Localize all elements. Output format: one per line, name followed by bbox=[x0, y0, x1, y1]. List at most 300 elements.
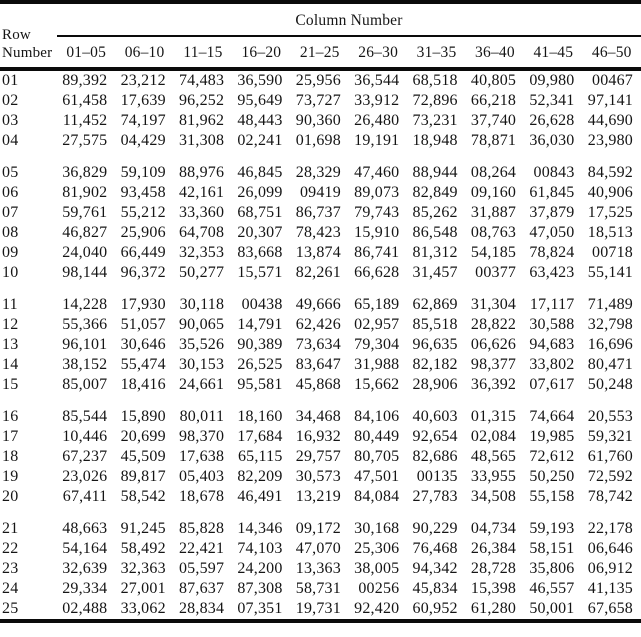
table-cell: 98,377 bbox=[470, 356, 517, 373]
table-cell: 73,727 bbox=[295, 92, 341, 109]
table-cell: 55,366 bbox=[62, 316, 108, 333]
table-cell: 94,342 bbox=[412, 560, 458, 577]
table-cell: 02,241 bbox=[237, 132, 283, 149]
table-cell: 96,372 bbox=[120, 264, 166, 281]
table-cell: 58,731 bbox=[295, 580, 341, 597]
row-number-cell: 21 bbox=[2, 520, 19, 537]
table-cell: 11,452 bbox=[62, 112, 108, 129]
column-range-row bbox=[0, 36, 641, 69]
table-cell: 85,518 bbox=[412, 316, 458, 333]
table-cell: 61,280 bbox=[470, 600, 517, 617]
table-cell: 46,845 bbox=[237, 164, 283, 181]
table-cell: 40,603 bbox=[412, 408, 458, 425]
table-cell: 05,597 bbox=[178, 560, 225, 577]
table-cell: 55,212 bbox=[120, 204, 166, 221]
table-cell: 14,346 bbox=[237, 520, 283, 537]
table-cell: 18,416 bbox=[120, 376, 166, 393]
table-cell: 83,647 bbox=[295, 356, 341, 373]
table-cell: 85,007 bbox=[62, 376, 108, 393]
table-cell: 02,488 bbox=[62, 600, 108, 617]
table-cell: 08,763 bbox=[470, 224, 517, 241]
table-cell: 94,683 bbox=[529, 336, 575, 353]
table-cell: 95,581 bbox=[237, 376, 283, 393]
table-cell: 30,153 bbox=[178, 356, 225, 373]
table-cell: 15,910 bbox=[354, 224, 400, 241]
table-cell: 33,955 bbox=[470, 468, 517, 485]
row-number-cell: 13 bbox=[2, 336, 19, 353]
row-header-line2: Number bbox=[2, 45, 53, 61]
table-cell: 30,168 bbox=[354, 520, 400, 537]
row-number-cell: 16 bbox=[2, 408, 19, 425]
table-cell: 30,588 bbox=[529, 316, 575, 333]
row-number-cell: 11 bbox=[2, 296, 18, 313]
table-cell: 92,654 bbox=[412, 428, 458, 445]
table-cell: 13,874 bbox=[295, 244, 341, 261]
row-number-cell: 08 bbox=[2, 224, 19, 241]
table-cell: 09,160 bbox=[470, 184, 517, 201]
table-cell: 80,011 bbox=[179, 408, 225, 425]
table-row bbox=[0, 355, 641, 375]
table-cell: 91,245 bbox=[120, 520, 166, 537]
table-cell: 41,135 bbox=[587, 580, 633, 597]
table-cell: 28,329 bbox=[295, 164, 341, 181]
row-number-cell: 04 bbox=[2, 132, 19, 149]
table-cell: 90,229 bbox=[412, 520, 458, 537]
column-range-header: 21–25 bbox=[291, 36, 349, 69]
table-cell: 28,728 bbox=[470, 560, 517, 577]
table-cell: 07,351 bbox=[237, 600, 283, 617]
title-row bbox=[0, 2, 641, 36]
table-cell: 61,458 bbox=[62, 92, 108, 109]
table-cell: 24,040 bbox=[62, 244, 108, 261]
table-cell: 38,005 bbox=[354, 560, 400, 577]
table-cell: 31,308 bbox=[178, 132, 225, 149]
table-cell: 96,252 bbox=[178, 92, 225, 109]
column-range-header: 46–50 bbox=[583, 36, 641, 69]
table-row bbox=[0, 519, 641, 539]
table-row bbox=[0, 91, 641, 111]
table-cell: 36,829 bbox=[62, 164, 108, 181]
table-cell: 35,806 bbox=[529, 560, 575, 577]
table-cell: 68,518 bbox=[412, 72, 458, 89]
table-cell: 45,834 bbox=[412, 580, 458, 597]
table-cell: 48,663 bbox=[62, 520, 108, 537]
table-cell: 13,219 bbox=[295, 488, 341, 505]
table-cell: 23,212 bbox=[120, 72, 166, 89]
table-cell: 81,902 bbox=[62, 184, 108, 201]
column-number-title: Column Number bbox=[57, 2, 641, 36]
table-row bbox=[0, 335, 641, 355]
row-number-cell: 20 bbox=[2, 488, 19, 505]
table-cell: 79,743 bbox=[354, 204, 400, 221]
table-cell: 47,460 bbox=[354, 164, 400, 181]
table-row bbox=[0, 295, 641, 315]
table-cell: 06,626 bbox=[470, 336, 517, 353]
table-cell: 22,421 bbox=[178, 540, 225, 557]
table-cell: 78,423 bbox=[295, 224, 341, 241]
column-range-header: 06–10 bbox=[115, 36, 173, 69]
row-number-cell: 23 bbox=[2, 560, 19, 577]
row-number-cell: 17 bbox=[2, 428, 19, 445]
table-cell: 52,341 bbox=[529, 92, 575, 109]
table-cell: 61,760 bbox=[587, 448, 633, 465]
table-cell: 95,649 bbox=[237, 92, 283, 109]
group-spacer-row bbox=[0, 395, 641, 407]
table-cell: 59,761 bbox=[62, 204, 108, 221]
table-cell: 36,544 bbox=[354, 72, 400, 89]
table-cell: 74,664 bbox=[529, 408, 575, 425]
table-cell: 74,483 bbox=[178, 72, 225, 89]
table-cell: 96,101 bbox=[62, 336, 108, 353]
table-cell: 89,817 bbox=[120, 468, 166, 485]
table-cell: 28,834 bbox=[178, 600, 225, 617]
group-spacer-cell bbox=[0, 507, 641, 519]
table-cell: 80,705 bbox=[354, 448, 400, 465]
table-cell: 34,468 bbox=[295, 408, 341, 425]
table-cell: 27,783 bbox=[412, 488, 458, 505]
table-cell: 36,392 bbox=[470, 376, 517, 393]
table-cell: 46,491 bbox=[237, 488, 283, 505]
table-cell: 18,160 bbox=[237, 408, 283, 425]
table-cell: 92,420 bbox=[354, 600, 400, 617]
table-cell: 18,513 bbox=[587, 224, 633, 241]
table-cell: 15,890 bbox=[120, 408, 166, 425]
table-cell: 31,887 bbox=[470, 204, 517, 221]
table-row bbox=[0, 243, 641, 263]
group-spacer-row bbox=[0, 151, 641, 163]
table-cell: 74,103 bbox=[237, 540, 283, 557]
column-range-header: 16–20 bbox=[232, 36, 290, 69]
table-cell: 24,200 bbox=[237, 560, 283, 577]
table-cell: 32,363 bbox=[120, 560, 166, 577]
table-cell: 22,178 bbox=[587, 520, 633, 537]
table-cell: 66,218 bbox=[470, 92, 517, 109]
row-number-cell: 05 bbox=[2, 164, 19, 181]
table-cell: 54,185 bbox=[470, 244, 517, 261]
table-cell: 72,592 bbox=[587, 468, 633, 485]
table-cell: 00718 bbox=[592, 244, 633, 261]
table-cell: 65,115 bbox=[237, 448, 283, 465]
table-cell: 01,315 bbox=[470, 408, 517, 425]
table-cell: 29,757 bbox=[295, 448, 341, 465]
table-cell: 02,084 bbox=[470, 428, 517, 445]
table-cell: 50,277 bbox=[178, 264, 225, 281]
table-cell: 07,617 bbox=[529, 376, 575, 393]
table-cell: 45,509 bbox=[120, 448, 166, 465]
group-spacer-row bbox=[0, 283, 641, 295]
table-cell: 36,030 bbox=[529, 132, 575, 149]
table-cell: 32,639 bbox=[62, 560, 108, 577]
table-cell: 67,237 bbox=[62, 448, 108, 465]
table-cell: 85,544 bbox=[62, 408, 108, 425]
table-cell: 60,952 bbox=[412, 600, 458, 617]
table-cell: 16,932 bbox=[295, 428, 341, 445]
table-row bbox=[0, 579, 641, 599]
table-cell: 27,001 bbox=[120, 580, 166, 597]
table-cell: 71,489 bbox=[587, 296, 633, 313]
row-number-cell: 06 bbox=[2, 184, 19, 201]
table-cell: 59,321 bbox=[587, 428, 633, 445]
table-row bbox=[0, 111, 641, 131]
row-number-cell: 25 bbox=[2, 600, 19, 617]
table-cell: 49,666 bbox=[295, 296, 341, 313]
table-cell: 13,363 bbox=[295, 560, 341, 577]
table-cell: 34,508 bbox=[470, 488, 517, 505]
table-cell: 25,956 bbox=[295, 72, 341, 89]
table-cell: 30,573 bbox=[295, 468, 341, 485]
table-row bbox=[0, 69, 641, 91]
table-cell: 67,658 bbox=[587, 600, 633, 617]
table-cell: 79,304 bbox=[354, 336, 400, 353]
table-cell: 14,228 bbox=[62, 296, 108, 313]
table-cell: 55,158 bbox=[529, 488, 575, 505]
table-cell: 89,392 bbox=[62, 72, 108, 89]
table-cell: 48,565 bbox=[470, 448, 517, 465]
table-cell: 85,262 bbox=[412, 204, 458, 221]
table-cell: 64,708 bbox=[178, 224, 225, 241]
table-cell: 17,930 bbox=[120, 296, 166, 313]
group-spacer-cell bbox=[0, 395, 641, 407]
table-cell: 32,353 bbox=[178, 244, 225, 261]
row-number-cell: 03 bbox=[2, 112, 19, 129]
table-cell: 42,161 bbox=[178, 184, 225, 201]
table-cell: 80,471 bbox=[587, 356, 633, 373]
table-cell: 46,827 bbox=[62, 224, 108, 241]
row-number-cell: 19 bbox=[2, 468, 19, 485]
table-cell: 36,590 bbox=[237, 72, 283, 89]
column-range-header: 41–45 bbox=[524, 36, 582, 69]
table-cell: 06,912 bbox=[587, 560, 633, 577]
table-cell: 17,638 bbox=[178, 448, 225, 465]
table-cell: 17,525 bbox=[587, 204, 633, 221]
table-cell: 00843 bbox=[533, 164, 575, 181]
table-cell: 06,646 bbox=[587, 540, 633, 557]
table-cell: 26,628 bbox=[529, 112, 575, 129]
table-cell: 47,070 bbox=[295, 540, 341, 557]
table-row bbox=[0, 467, 641, 487]
table-cell: 78,742 bbox=[587, 488, 633, 505]
group-spacer-cell bbox=[0, 283, 641, 295]
table-body bbox=[0, 69, 641, 621]
table-cell: 19,191 bbox=[354, 132, 400, 149]
table-cell: 28,906 bbox=[412, 376, 458, 393]
table-cell: 86,548 bbox=[412, 224, 458, 241]
table-cell: 00256 bbox=[358, 580, 400, 597]
table-cell: 88,976 bbox=[178, 164, 225, 181]
table-cell: 98,370 bbox=[178, 428, 225, 445]
table-cell: 82,209 bbox=[237, 468, 283, 485]
table-cell: 00377 bbox=[475, 264, 517, 281]
table-cell: 48,443 bbox=[237, 112, 283, 129]
row-number-cell: 14 bbox=[2, 356, 19, 373]
row-number-cell: 01 bbox=[2, 72, 19, 89]
table-cell: 08,264 bbox=[470, 164, 517, 181]
column-range-header: 11–15 bbox=[174, 36, 232, 69]
table-cell: 26,384 bbox=[470, 540, 517, 557]
column-range-header: 31–35 bbox=[407, 36, 465, 69]
table-cell: 83,668 bbox=[237, 244, 283, 261]
table-cell: 10,446 bbox=[62, 428, 108, 445]
table-cell: 78,824 bbox=[529, 244, 575, 261]
table-cell: 35,526 bbox=[178, 336, 225, 353]
table-row bbox=[0, 223, 641, 243]
table-cell: 89,073 bbox=[354, 184, 400, 201]
table-cell: 05,403 bbox=[178, 468, 225, 485]
table-cell: 15,571 bbox=[237, 264, 283, 281]
table-cell: 15,398 bbox=[470, 580, 517, 597]
table-cell: 55,474 bbox=[120, 356, 166, 373]
table-cell: 82,261 bbox=[295, 264, 341, 281]
row-number-cell: 22 bbox=[2, 540, 19, 557]
table-cell: 80,449 bbox=[354, 428, 400, 445]
table-cell: 37,740 bbox=[470, 112, 517, 129]
table-cell: 23,980 bbox=[587, 132, 633, 149]
table-cell: 37,879 bbox=[529, 204, 575, 221]
table-cell: 84,592 bbox=[587, 164, 633, 181]
table-cell: 98,144 bbox=[62, 264, 108, 281]
table-cell: 59,193 bbox=[529, 520, 575, 537]
table-cell: 68,751 bbox=[237, 204, 283, 221]
table-cell: 19,985 bbox=[529, 428, 575, 445]
table-cell: 09,172 bbox=[295, 520, 341, 537]
table-cell: 96,635 bbox=[412, 336, 458, 353]
table-cell: 85,828 bbox=[178, 520, 225, 537]
table-cell: 28,822 bbox=[470, 316, 517, 333]
table-cell: 31,988 bbox=[354, 356, 400, 373]
table-row bbox=[0, 539, 641, 559]
table-cell: 09419 bbox=[299, 184, 341, 201]
table-cell: 01,698 bbox=[295, 132, 341, 149]
table-cell: 87,308 bbox=[237, 580, 283, 597]
table-cell: 67,411 bbox=[62, 488, 108, 505]
table-row bbox=[0, 375, 641, 395]
table-row bbox=[0, 203, 641, 223]
table-cell: 25,906 bbox=[120, 224, 166, 241]
table-cell: 90,065 bbox=[178, 316, 225, 333]
table-cell: 81,962 bbox=[178, 112, 225, 129]
table-cell: 50,001 bbox=[529, 600, 575, 617]
table-cell: 00467 bbox=[592, 72, 633, 89]
table-row bbox=[0, 447, 641, 467]
table-cell: 82,849 bbox=[412, 184, 458, 201]
table-cell: 20,699 bbox=[120, 428, 166, 445]
table-cell: 72,612 bbox=[529, 448, 575, 465]
table-cell: 19,731 bbox=[295, 600, 341, 617]
table-cell: 17,639 bbox=[120, 92, 166, 109]
table-cell: 02,957 bbox=[354, 316, 400, 333]
table-cell: 27,575 bbox=[62, 132, 108, 149]
table-cell: 76,468 bbox=[412, 540, 458, 557]
table-row bbox=[0, 427, 641, 447]
table-cell: 86,741 bbox=[354, 244, 400, 261]
table-cell: 18,948 bbox=[412, 132, 458, 149]
table-cell: 84,106 bbox=[354, 408, 400, 425]
table-cell: 18,678 bbox=[178, 488, 225, 505]
table-cell: 14,791 bbox=[237, 316, 283, 333]
table-cell: 90,360 bbox=[295, 112, 341, 129]
table-cell: 73,231 bbox=[412, 112, 458, 129]
column-range-header: 01–05 bbox=[57, 36, 115, 69]
table-cell: 93,458 bbox=[120, 184, 166, 201]
table-cell: 16,696 bbox=[587, 336, 633, 353]
table-cell: 58,151 bbox=[529, 540, 575, 557]
table-row bbox=[0, 163, 641, 183]
table-cell: 73,634 bbox=[295, 336, 341, 353]
table-cell: 58,542 bbox=[120, 488, 166, 505]
table-cell: 04,429 bbox=[120, 132, 166, 149]
table-cell: 31,304 bbox=[470, 296, 517, 313]
table-cell: 51,057 bbox=[120, 316, 166, 333]
table-cell: 58,492 bbox=[120, 540, 166, 557]
table-cell: 17,684 bbox=[237, 428, 283, 445]
table-row bbox=[0, 559, 641, 579]
table-cell: 09,980 bbox=[529, 72, 575, 89]
table-cell: 78,871 bbox=[470, 132, 517, 149]
table-cell: 82,686 bbox=[412, 448, 458, 465]
table-cell: 62,426 bbox=[295, 316, 341, 333]
table-cell: 81,312 bbox=[412, 244, 458, 261]
table-cell: 44,690 bbox=[587, 112, 633, 129]
table-cell: 82,182 bbox=[412, 356, 458, 373]
table-row bbox=[0, 487, 641, 507]
table-cell: 24,661 bbox=[178, 376, 225, 393]
row-number-cell: 07 bbox=[2, 204, 19, 221]
table-row bbox=[0, 599, 641, 621]
table-cell: 20,307 bbox=[237, 224, 283, 241]
table-cell: 45,868 bbox=[295, 376, 341, 393]
row-header-line1: Row bbox=[2, 27, 31, 43]
table-cell: 31,457 bbox=[412, 264, 458, 281]
table-cell: 66,628 bbox=[354, 264, 400, 281]
row-number-cell: 02 bbox=[2, 92, 19, 109]
table-cell: 72,896 bbox=[412, 92, 458, 109]
row-number-cell: 09 bbox=[2, 244, 19, 261]
table-cell: 90,389 bbox=[237, 336, 283, 353]
table-cell: 30,646 bbox=[120, 336, 166, 353]
table-row bbox=[0, 183, 641, 203]
table-cell: 04,734 bbox=[470, 520, 517, 537]
row-number-header bbox=[0, 2, 57, 69]
table-header bbox=[0, 2, 641, 69]
table-cell: 25,306 bbox=[354, 540, 400, 557]
table-cell: 97,141 bbox=[587, 92, 633, 109]
table-row bbox=[0, 131, 641, 151]
row-number-cell: 10 bbox=[2, 264, 19, 281]
table-row bbox=[0, 315, 641, 335]
table-row bbox=[0, 407, 641, 427]
table-cell: 33,802 bbox=[529, 356, 575, 373]
table-cell: 55,141 bbox=[587, 264, 633, 281]
table-cell: 26,480 bbox=[354, 112, 400, 129]
table-cell: 29,334 bbox=[62, 580, 108, 597]
table-cell: 84,084 bbox=[354, 488, 400, 505]
table-cell: 15,662 bbox=[354, 376, 400, 393]
row-number-cell: 15 bbox=[2, 376, 19, 393]
table-cell: 47,050 bbox=[529, 224, 575, 241]
column-range-header: 26–30 bbox=[349, 36, 407, 69]
table-cell: 63,423 bbox=[529, 264, 575, 281]
table-cell: 30,118 bbox=[179, 296, 225, 313]
table-cell: 50,248 bbox=[587, 376, 633, 393]
table-cell: 74,197 bbox=[120, 112, 166, 129]
row-number-cell: 24 bbox=[2, 580, 19, 597]
table-cell: 32,798 bbox=[587, 316, 633, 333]
table-cell: 17,117 bbox=[529, 296, 575, 313]
table-cell: 61,845 bbox=[529, 184, 575, 201]
table-cell: 47,501 bbox=[354, 468, 400, 485]
table-cell: 86,737 bbox=[295, 204, 341, 221]
table-row bbox=[0, 263, 641, 283]
